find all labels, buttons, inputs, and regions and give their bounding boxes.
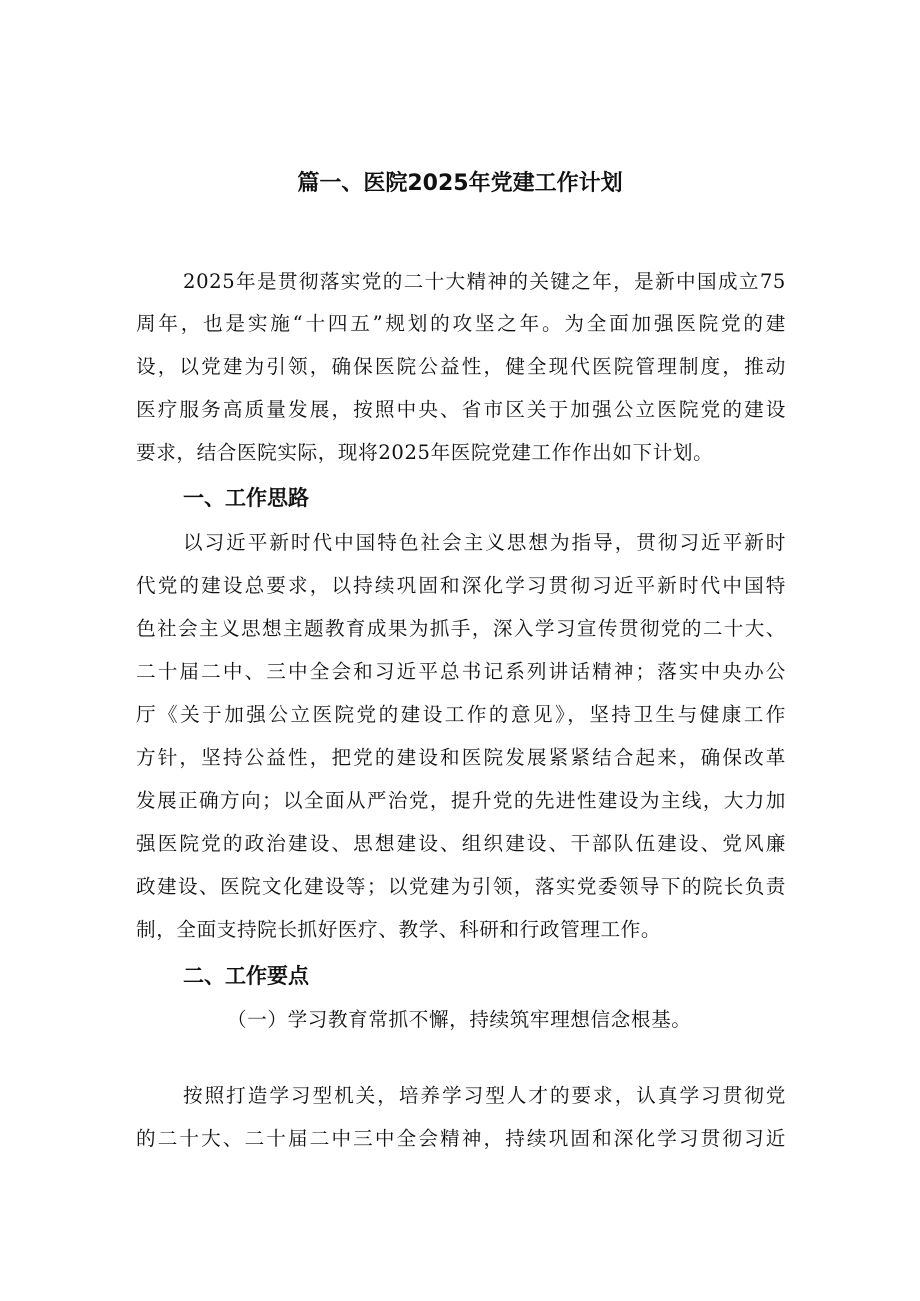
section-1-line-10: 制，全面支持院长抓好医疗、教学、科研和行政管理工作。 [136,918,662,941]
section-2-line-1: 按照打造学习型机关，培养学习型人才的要求，认真学习贯彻党 [183,1084,786,1107]
section-1-line-8: 强医院党的政治建设、思想建设、组织建设、干部队伍建设、党风廉 [136,832,786,855]
section-2-line-2: 的二十大、二十届二中三中全会精神，持续巩固和深化学习贯彻习近 [136,1127,786,1150]
intro-line-2: 周年，也是实施“十四五”规划的攻坚之年。为全面加强医院党的建 [136,312,786,335]
section-1-line-2: 代党的建设总要求，以持续巩固和深化学习贯彻习近平新时代中国特 [136,574,786,597]
section-1-line-4: 二十届二中、三中全会和习近平总书记系列讲话精神；落实中央办公 [136,660,786,683]
section-1-line-3: 色社会主义思想主题教育成果为抓手，深入学习宣传贯彻党的二十大、 [136,617,786,640]
section-1-line-9: 政建设、医院文化建设等；以党建为引领，落实党委领导下的院长负责 [136,875,786,898]
section-1-line-5: 厅《关于加强公立医院党的建设工作的意见》，坚持卫生与健康工作 [136,703,786,726]
section-1-line-7: 发展正确方向；以全面从严治党，提升党的先进性建设为主线，大力加 [136,789,786,812]
section-2-heading: 二、工作要点 [183,964,309,988]
section-2-subheading-1: （一）学习教育常抓不懈，持续筑牢理想信念根基。 [227,1008,692,1031]
intro-line-5: 要求，结合医院实际，现将2025年医院党建工作作出如下计划。 [136,441,714,464]
intro-line-3: 设，以党建为引领，确保医院公益性，健全现代医院管理制度，推动 [136,355,786,378]
section-1-heading: 一、工作思路 [183,486,309,510]
intro-line-4: 医疗服务高质量发展，按照中央、省市区关于加强公立医院党的建设 [136,398,786,421]
section-1-line-6: 方针，坚持公益性，把党的建设和医院发展紧紧结合起来，确保改革 [136,746,786,769]
document-title: 篇一、医院2025年党建工作计划 [297,171,623,196]
section-1-line-1: 以习近平新时代中国特色社会主义思想为指导，贯彻习近平新时 [183,531,786,554]
intro-line-1: 2025年是贯彻落实党的二十大精神的关键之年，是新中国成立75 [183,270,786,293]
